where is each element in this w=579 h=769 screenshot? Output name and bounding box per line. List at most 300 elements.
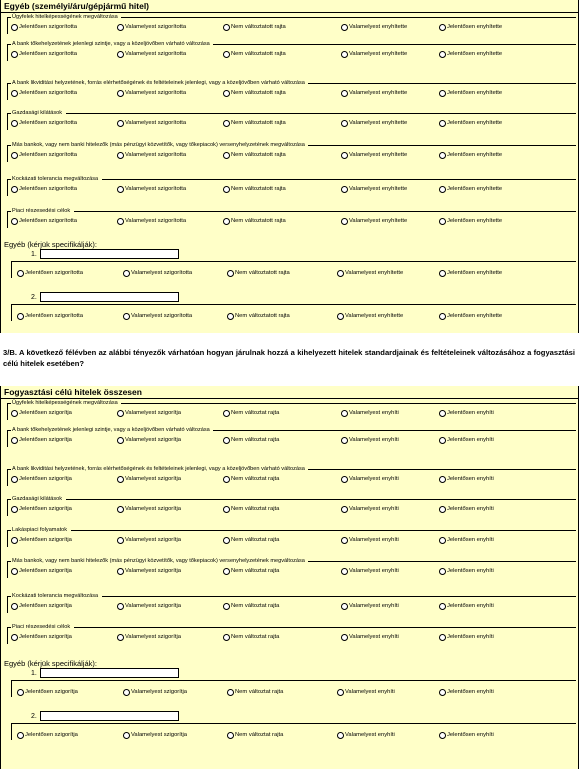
- item-number: 2.: [31, 293, 37, 301]
- factor-label: A bank tőkehelyzetének jelenlegi szintje, vagy a közeljövőben várható változása: [12, 41, 210, 47]
- radio-label: Valamelyest szigorítja: [125, 437, 181, 443]
- radio-label: Jelentősen szigorítja: [19, 537, 72, 543]
- radio-button[interactable]: [341, 90, 348, 97]
- radio-button[interactable]: [11, 506, 18, 513]
- radio-label: Valamelyest szigorítja: [125, 568, 181, 574]
- radio-option[interactable]: [337, 312, 403, 320]
- radio-label: Valamelyest enyhíti: [349, 410, 399, 416]
- radio-option[interactable]: [223, 602, 279, 610]
- radio-button[interactable]: [337, 270, 344, 277]
- radio-option[interactable]: [117, 505, 181, 513]
- radio-option[interactable]: [117, 217, 186, 225]
- radio-option[interactable]: [341, 119, 407, 127]
- radio-label: Jelentősen enyhítette: [447, 51, 503, 57]
- radio-option[interactable]: [227, 312, 290, 320]
- radio-option[interactable]: [439, 185, 502, 193]
- radio-button[interactable]: [227, 689, 234, 696]
- radio-label: Nem változtat rajta: [231, 568, 280, 574]
- radio-button[interactable]: [439, 634, 446, 641]
- factor-group: [5, 559, 576, 579]
- radio-option[interactable]: [439, 688, 494, 696]
- radio-label: Jelentősen enyhítette: [447, 152, 503, 158]
- radio-option[interactable]: [117, 89, 186, 97]
- radio-label: Nem változtatott rajta: [231, 24, 286, 30]
- radio-option[interactable]: [117, 185, 186, 193]
- radio-option[interactable]: [117, 436, 181, 444]
- radio-option[interactable]: [223, 119, 286, 127]
- group-line: [74, 211, 576, 212]
- radio-option[interactable]: [117, 50, 186, 58]
- radio-option[interactable]: [11, 505, 72, 513]
- radio-button[interactable]: [439, 270, 446, 277]
- radio-button[interactable]: [17, 732, 24, 739]
- radio-button[interactable]: [439, 603, 446, 610]
- radio-option[interactable]: [341, 633, 399, 641]
- radio-button[interactable]: [117, 186, 124, 193]
- item-number: 1.: [31, 250, 37, 258]
- other-specify-input[interactable]: [40, 292, 179, 302]
- radio-option[interactable]: [117, 23, 186, 31]
- radio-button[interactable]: [341, 476, 348, 483]
- radio-option[interactable]: [117, 567, 181, 575]
- radio-option[interactable]: [123, 312, 192, 320]
- radio-option[interactable]: [341, 217, 407, 225]
- radio-option[interactable]: [17, 269, 83, 277]
- radio-option[interactable]: [439, 50, 502, 58]
- radio-button[interactable]: [223, 24, 230, 31]
- radio-option[interactable]: [223, 475, 279, 483]
- radio-button[interactable]: [17, 689, 24, 696]
- radio-label: Valamelyest enyhítette: [345, 270, 404, 276]
- radio-option[interactable]: [439, 536, 494, 544]
- radio-button[interactable]: [223, 537, 230, 544]
- radio-option[interactable]: [223, 151, 286, 159]
- radio-label: Jelentősen enyhítette: [447, 218, 503, 224]
- radio-option[interactable]: [439, 731, 494, 739]
- radio-button[interactable]: [117, 90, 124, 97]
- factor-group: [5, 42, 576, 62]
- radio-option[interactable]: [117, 633, 181, 641]
- radio-button[interactable]: [11, 186, 18, 193]
- radio-label: Jelentősen enyhítette: [447, 313, 503, 319]
- radio-button[interactable]: [341, 410, 348, 417]
- radio-button[interactable]: [117, 218, 124, 225]
- radio-option[interactable]: [341, 409, 399, 417]
- factor-group: [5, 177, 576, 197]
- radio-label: Valamelyest szigorította: [131, 270, 193, 276]
- group-line: [213, 44, 576, 45]
- factor-group: [5, 15, 576, 35]
- radio-label: Jelentősen enyhíti: [447, 410, 494, 416]
- radio-option[interactable]: [223, 185, 286, 193]
- radio-button[interactable]: [439, 506, 446, 513]
- radio-button[interactable]: [117, 24, 124, 31]
- radio-button[interactable]: [337, 689, 344, 696]
- radio-label: Nem változtatott rajta: [235, 313, 290, 319]
- group-line: [308, 469, 576, 470]
- radio-option[interactable]: [11, 602, 72, 610]
- factor-group: [5, 467, 576, 487]
- radio-button[interactable]: [223, 90, 230, 97]
- radio-button[interactable]: [227, 732, 234, 739]
- radio-button[interactable]: [11, 152, 18, 159]
- radio-option[interactable]: [11, 151, 77, 159]
- radio-option[interactable]: [227, 688, 283, 696]
- radio-option[interactable]: [337, 269, 403, 277]
- factor-group: [5, 497, 576, 517]
- radio-label: Jelentősen szigorítja: [25, 689, 78, 695]
- radio-button[interactable]: [123, 689, 130, 696]
- radio-label: Valamelyest enyhítette: [345, 313, 404, 319]
- radio-option[interactable]: [17, 731, 78, 739]
- radio-option[interactable]: [439, 217, 502, 225]
- radio-option[interactable]: [439, 475, 494, 483]
- group-line: [14, 680, 576, 681]
- radio-option[interactable]: [439, 436, 494, 444]
- radio-option[interactable]: [11, 217, 77, 225]
- item-number: 2.: [31, 712, 37, 720]
- radio-label: Jelentősen szigorítja: [19, 568, 72, 574]
- radio-button[interactable]: [123, 270, 130, 277]
- radio-label: Valamelyest enyhítette: [349, 218, 408, 224]
- radio-option[interactable]: [439, 119, 502, 127]
- factor-label: Kockázati tolerancia megváltozása: [12, 176, 99, 182]
- radio-option[interactable]: [439, 23, 502, 31]
- radio-button[interactable]: [439, 152, 446, 159]
- radio-label: Jelentősen szigorítja: [19, 506, 72, 512]
- radio-label: Jelentősen szigorította: [19, 90, 78, 96]
- radio-option[interactable]: [439, 89, 502, 97]
- radio-button[interactable]: [439, 24, 446, 31]
- radio-label: Nem változtat rajta: [231, 437, 280, 443]
- radio-button[interactable]: [439, 120, 446, 127]
- factor-label: A bank likviditási helyzetének, forrás elérhetőségének és feltételeinek jelenlegi, vagy a közeljövőben várható változása: [12, 466, 305, 472]
- radio-label: Valamelyest szigorította: [125, 51, 187, 57]
- radio-option[interactable]: [227, 269, 290, 277]
- radio-button[interactable]: [341, 24, 348, 31]
- radio-option[interactable]: [223, 633, 279, 641]
- radio-button[interactable]: [11, 634, 18, 641]
- radio-label: Jelentősen szigorította: [19, 51, 78, 57]
- radio-button[interactable]: [439, 313, 446, 320]
- radio-button[interactable]: [227, 313, 234, 320]
- radio-option[interactable]: [11, 89, 77, 97]
- radio-label: Jelentősen szigorította: [19, 24, 78, 30]
- radio-option[interactable]: [341, 151, 407, 159]
- radio-option[interactable]: [337, 731, 395, 739]
- radio-option[interactable]: [11, 185, 77, 193]
- group-line: [102, 179, 576, 180]
- radio-button[interactable]: [11, 476, 18, 483]
- radio-option[interactable]: [223, 436, 279, 444]
- factor-label: Gazdasági kilátások: [12, 110, 63, 116]
- radio-button[interactable]: [117, 603, 124, 610]
- radio-option[interactable]: [439, 602, 494, 610]
- radio-button[interactable]: [117, 410, 124, 417]
- radio-button[interactable]: [341, 603, 348, 610]
- radio-button[interactable]: [227, 270, 234, 277]
- radio-button[interactable]: [223, 120, 230, 127]
- radio-option[interactable]: [337, 688, 395, 696]
- section-title: Fogyasztási célú hitelek összesen: [4, 387, 142, 397]
- radio-button[interactable]: [439, 90, 446, 97]
- radio-label: Jelentősen szigorította: [19, 152, 78, 158]
- radio-button[interactable]: [11, 51, 18, 58]
- radio-label: Valamelyest szigorítja: [125, 476, 181, 482]
- radio-button[interactable]: [117, 51, 124, 58]
- radio-option[interactable]: [439, 312, 502, 320]
- radio-button[interactable]: [11, 537, 18, 544]
- radio-button[interactable]: [117, 476, 124, 483]
- group-line: [66, 499, 576, 500]
- other-specify-options: [11, 259, 578, 279]
- radio-button[interactable]: [17, 313, 24, 320]
- radio-option[interactable]: [223, 217, 286, 225]
- radio-button[interactable]: [117, 568, 124, 575]
- radio-button[interactable]: [223, 152, 230, 159]
- radio-option[interactable]: [11, 23, 77, 31]
- radio-button[interactable]: [439, 732, 446, 739]
- radio-button[interactable]: [223, 603, 230, 610]
- radio-label: Valamelyest szigorította: [131, 313, 193, 319]
- radio-label: Valamelyest enyhítette: [349, 186, 408, 192]
- radio-button[interactable]: [223, 476, 230, 483]
- radio-label: Nem változtat rajta: [231, 410, 280, 416]
- radio-button[interactable]: [439, 476, 446, 483]
- radio-option[interactable]: [11, 633, 72, 641]
- radio-label: Jelentősen enyhíti: [447, 568, 494, 574]
- radio-option[interactable]: [11, 436, 72, 444]
- radio-label: Valamelyest enyhíti: [349, 634, 399, 640]
- factor-label: A bank tőkehelyzetének jelenlegi szintje, vagy a közeljövőben várható változása: [12, 427, 210, 433]
- radio-button[interactable]: [11, 218, 18, 225]
- radio-option[interactable]: [223, 536, 279, 544]
- radio-button[interactable]: [11, 437, 18, 444]
- other-specify-input[interactable]: [40, 668, 179, 678]
- radio-button[interactable]: [439, 568, 446, 575]
- radio-option[interactable]: [123, 269, 192, 277]
- radio-label: Jelentősen szigorítja: [19, 410, 72, 416]
- radio-button[interactable]: [439, 437, 446, 444]
- radio-option[interactable]: [11, 409, 72, 417]
- radio-option[interactable]: [341, 536, 399, 544]
- radio-option[interactable]: [223, 567, 279, 575]
- radio-button[interactable]: [341, 186, 348, 193]
- radio-button[interactable]: [341, 51, 348, 58]
- radio-option[interactable]: [123, 731, 187, 739]
- radio-button[interactable]: [223, 506, 230, 513]
- radio-button[interactable]: [341, 437, 348, 444]
- radio-button[interactable]: [223, 410, 230, 417]
- radio-label: Nem változtat rajta: [231, 603, 280, 609]
- radio-label: Jelentősen enyhítette: [447, 90, 503, 96]
- radio-option[interactable]: [341, 436, 399, 444]
- radio-option[interactable]: [439, 633, 494, 641]
- radio-option[interactable]: [341, 89, 407, 97]
- radio-button[interactable]: [123, 313, 130, 320]
- radio-label: Jelentősen enyhítette: [447, 186, 503, 192]
- item-number: 1.: [31, 669, 37, 677]
- radio-label: Jelentősen enyhíti: [447, 689, 494, 695]
- radio-option[interactable]: [341, 505, 399, 513]
- radio-label: Valamelyest enyhíti: [349, 506, 399, 512]
- group-bracket: [11, 723, 15, 740]
- radio-label: Valamelyest enyhítette: [349, 51, 408, 57]
- radio-button[interactable]: [439, 186, 446, 193]
- factor-label: Más bankok, vagy nem banki hitelezők (más pénzügyi közvetítők, vagy tőkepiacok) versenyhelyzetének megváltozása: [12, 142, 305, 148]
- radio-button[interactable]: [11, 120, 18, 127]
- radio-button[interactable]: [439, 410, 446, 417]
- radio-option[interactable]: [117, 151, 186, 159]
- radio-label: Valamelyest szigorította: [125, 24, 187, 30]
- radio-option[interactable]: [11, 119, 77, 127]
- radio-option[interactable]: [439, 409, 494, 417]
- factor-group: [5, 625, 576, 645]
- radio-option[interactable]: [223, 505, 279, 513]
- factor-label: Gazdasági kilátások: [12, 496, 63, 502]
- radio-button[interactable]: [123, 732, 130, 739]
- radio-button[interactable]: [341, 120, 348, 127]
- radio-label: Valamelyest szigorítja: [125, 634, 181, 640]
- group-line: [14, 304, 576, 305]
- radio-label: Nem változtatott rajta: [231, 186, 286, 192]
- radio-option[interactable]: [17, 688, 78, 696]
- radio-button[interactable]: [117, 120, 124, 127]
- radio-option[interactable]: [17, 312, 83, 320]
- group-line: [71, 530, 576, 531]
- radio-option[interactable]: [223, 89, 286, 97]
- group-line: [66, 113, 576, 114]
- radio-option[interactable]: [341, 567, 399, 575]
- group-line: [308, 561, 576, 562]
- radio-label: Nem változtat rajta: [231, 634, 280, 640]
- radio-option[interactable]: [223, 409, 279, 417]
- radio-button[interactable]: [11, 410, 18, 417]
- radio-button[interactable]: [223, 634, 230, 641]
- radio-label: Valamelyest enyhítette: [349, 120, 408, 126]
- radio-label: Jelentősen szigorítja: [19, 437, 72, 443]
- radio-button[interactable]: [117, 634, 124, 641]
- radio-label: Valamelyest szigorítja: [125, 537, 181, 543]
- radio-button[interactable]: [117, 152, 124, 159]
- radio-button[interactable]: [341, 634, 348, 641]
- factor-group: [5, 401, 576, 421]
- radio-button[interactable]: [117, 537, 124, 544]
- radio-label: Nem változtatott rajta: [231, 51, 286, 57]
- radio-button[interactable]: [223, 51, 230, 58]
- radio-label: Valamelyest szigorította: [125, 152, 187, 158]
- factor-group: [5, 528, 576, 548]
- radio-button[interactable]: [341, 218, 348, 225]
- radio-label: Nem változtatott rajta: [231, 152, 286, 158]
- radio-button[interactable]: [439, 689, 446, 696]
- radio-option[interactable]: [117, 119, 186, 127]
- radio-label: Jelentősen enyhítette: [447, 24, 503, 30]
- radio-button[interactable]: [341, 152, 348, 159]
- radio-button[interactable]: [337, 313, 344, 320]
- radio-label: Valamelyest enyhíti: [349, 476, 399, 482]
- other-specify-input[interactable]: [40, 711, 179, 721]
- radio-label: Valamelyest szigorítja: [125, 506, 181, 512]
- radio-label: Valamelyest szigorítja: [131, 689, 187, 695]
- radio-option[interactable]: [341, 475, 399, 483]
- other-specify-input[interactable]: [40, 249, 179, 259]
- radio-button[interactable]: [439, 218, 446, 225]
- radio-option[interactable]: [223, 23, 286, 31]
- radio-option[interactable]: [11, 475, 72, 483]
- other-specify-row: [31, 668, 179, 678]
- other-specify-options: [11, 302, 578, 322]
- radio-label: Jelentősen enyhíti: [447, 437, 494, 443]
- radio-option[interactable]: [341, 185, 407, 193]
- factor-label: Ügyfelek hitelképességének megváltozása: [12, 14, 118, 20]
- radio-button[interactable]: [11, 568, 18, 575]
- radio-label: Nem változtat rajta: [231, 506, 280, 512]
- radio-label: Valamelyest enyhítette: [349, 90, 408, 96]
- radio-button[interactable]: [341, 537, 348, 544]
- radio-label: Valamelyest szigorította: [125, 186, 187, 192]
- radio-option[interactable]: [117, 536, 181, 544]
- radio-button[interactable]: [17, 270, 24, 277]
- group-line: [213, 430, 576, 431]
- radio-option[interactable]: [11, 536, 72, 544]
- radio-button[interactable]: [341, 568, 348, 575]
- radio-label: Valamelyest szigorította: [125, 218, 187, 224]
- radio-option[interactable]: [439, 269, 502, 277]
- group-bracket: [11, 680, 15, 697]
- other-specify-options: [11, 721, 578, 741]
- radio-option[interactable]: [117, 409, 181, 417]
- radio-button[interactable]: [11, 90, 18, 97]
- radio-button[interactable]: [439, 537, 446, 544]
- radio-label: Valamelyest enyhítette: [349, 24, 408, 30]
- radio-option[interactable]: [223, 50, 286, 58]
- radio-button[interactable]: [337, 732, 344, 739]
- radio-button[interactable]: [117, 437, 124, 444]
- radio-option[interactable]: [11, 50, 77, 58]
- radio-button[interactable]: [223, 218, 230, 225]
- radio-option[interactable]: [227, 731, 283, 739]
- radio-button[interactable]: [341, 506, 348, 513]
- radio-option[interactable]: [341, 23, 407, 31]
- factor-label: Piaci részesedési célok: [12, 208, 71, 214]
- radio-label: Valamelyest enyhíti: [345, 689, 395, 695]
- radio-button[interactable]: [439, 51, 446, 58]
- radio-button[interactable]: [11, 24, 18, 31]
- radio-option[interactable]: [341, 50, 407, 58]
- radio-button[interactable]: [223, 437, 230, 444]
- radio-option[interactable]: [439, 151, 502, 159]
- radio-button[interactable]: [11, 603, 18, 610]
- radio-label: Jelentősen szigorítja: [19, 634, 72, 640]
- radio-label: Jelentősen szigorította: [25, 313, 84, 319]
- radio-label: Nem változtat rajta: [231, 476, 280, 482]
- radio-option[interactable]: [439, 567, 494, 575]
- radio-option[interactable]: [123, 688, 187, 696]
- group-line: [14, 261, 576, 262]
- radio-button[interactable]: [223, 186, 230, 193]
- radio-option[interactable]: [11, 567, 72, 575]
- factor-label: Kockázati tolerancia megváltozása: [12, 593, 99, 599]
- radio-option[interactable]: [117, 602, 181, 610]
- radio-label: Jelentősen szigorította: [25, 270, 84, 276]
- radio-label: Valamelyest szigorítja: [125, 603, 181, 609]
- radio-button[interactable]: [223, 568, 230, 575]
- radio-option[interactable]: [117, 475, 181, 483]
- radio-button[interactable]: [117, 506, 124, 513]
- radio-option[interactable]: [439, 505, 494, 513]
- radio-option[interactable]: [341, 602, 399, 610]
